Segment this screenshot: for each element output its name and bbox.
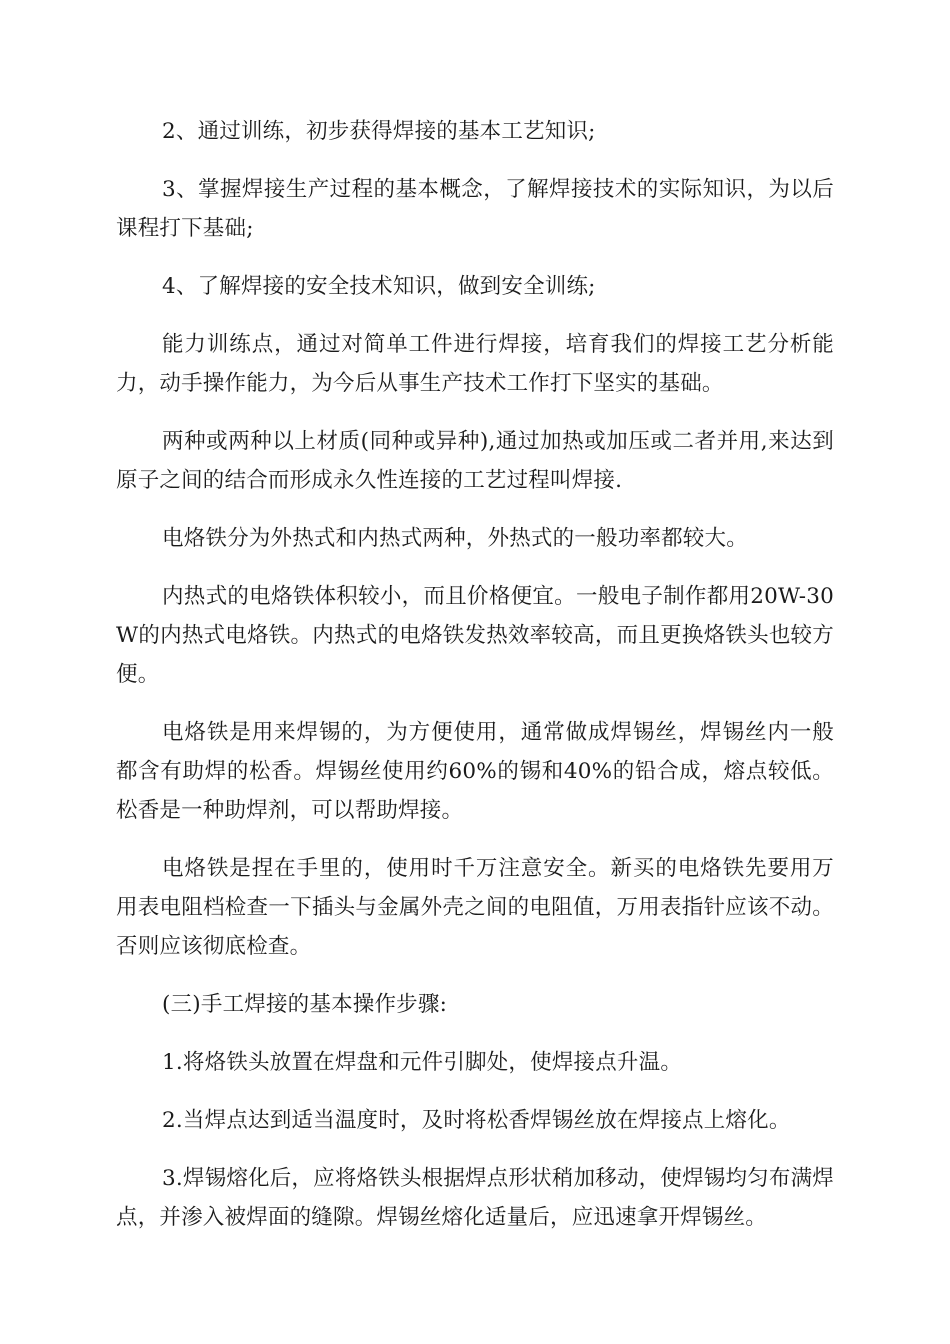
step-2: 2.当焊点达到适当温度时，及时将松香焊锡丝放在焊接点上熔化。 <box>162 1108 791 1133</box>
document-body <box>116 112 834 1256</box>
paragraph-goal-2: 2、通过训练，初步获得焊接的基本工艺知识; <box>162 119 596 144</box>
paragraph-goal-3: 3、掌握焊接生产过程的基本概念，了解焊接技术的实际知识，为以后课程打下基础; <box>116 177 834 241</box>
paragraph-internal-heat-iron: 内热式的电烙铁体积较小，而且价格便宜。一般电子制作都用20W-30W的内热式电烙铁。内热式的电烙铁发热效率较高，而且更换烙铁头也较方便。 <box>116 584 834 687</box>
paragraph-iron-types: 电烙铁分为外热式和内热式两种，外热式的一般功率都较大。 <box>162 526 748 551</box>
paragraph-welding-definition: 两种或两种以上材质(同种或异种),通过加热或加压或二者并用,来达到原子之间的结合而形成永久性连接的工艺过程叫焊接. <box>116 429 834 493</box>
paragraph-solder-wire: 电烙铁是用来焊锡的，为方便使用，通常做成焊锡丝，焊锡丝内一般都含有助焊的松香。焊锡丝使用约60%的锡和40%的铅合成，熔点较低。松香是一种助焊剂，可以帮助焊接。 <box>116 720 834 823</box>
step-3: 3.焊锡熔化后，应将烙铁头根据焊点形状稍加移动，使焊锡均匀布满焊点，并渗入被焊面的缝隙。焊锡丝熔化适量后，应迅速拿开焊锡丝。 <box>116 1166 834 1230</box>
paragraph-ability-training: 能力训练点，通过对简单工件进行焊接，培育我们的焊接工艺分析能力，动手操作能力，为今后从事生产技术工作打下坚实的基础。 <box>116 332 834 396</box>
paragraph-safety: 电烙铁是捏在手里的，使用时千万注意安全。新买的电烙铁先要用万用表电阻档检查一下插头与金属外壳之间的电阻值，万用表指针应该不动。否则应该彻底检查。 <box>116 856 834 959</box>
step-1: 1.将烙铁头放置在焊盘和元件引脚处，使焊接点升温。 <box>162 1050 683 1075</box>
section-heading-manual-steps: (三)手工焊接的基本操作步骤: <box>162 992 448 1017</box>
paragraph-goal-4: 4、了解焊接的安全技术知识，做到安全训练; <box>162 274 596 299</box>
